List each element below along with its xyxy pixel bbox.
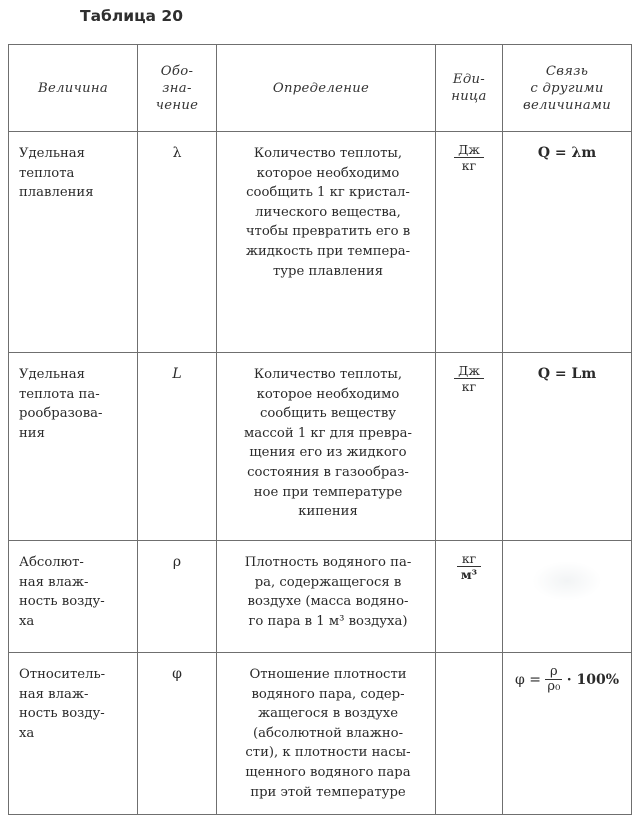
quantity-definition: Количество теплоты, которое необходимо сообщить веществу массой 1 кг для превра- щения его из жидкого состояния в газообраз- ное при температуре кипения [217, 353, 436, 541]
header-unit: Еди- ница [436, 45, 503, 132]
table-header-row [9, 45, 632, 132]
relation-formula: φ = $\frac{\rho}{\text{ρ₀}}$ · 100% [514, 664, 620, 694]
quantity-name: Удельная теплота па- рообразова- ния [9, 353, 138, 541]
quantity-unit [436, 132, 503, 353]
quantity-relation [503, 541, 632, 653]
quantity-symbol: ρ [138, 541, 217, 653]
quantity-unit [436, 541, 503, 653]
quantity-definition: Отношение плотности водяного пара, содер- жащегося в воздухе (абсолютной влажно- сти), к плотности насы- щенного водяного пара при этой температуре [217, 653, 436, 815]
quantity-unit [436, 353, 503, 541]
quantity-relation [503, 132, 632, 353]
quantity-name: Удельная теплота плавления [9, 132, 138, 353]
unit-fraction: $\frac{кг}{\text{м³}}$ [457, 551, 481, 582]
quantity-definition: Плотность водяного па- ра, содержащегося в воздухе (масса водяно- го пара в 1 м³ воздуха) [217, 541, 436, 653]
header-quantity: Величина [9, 45, 138, 132]
quantity-name: Абсолют- ная влаж- ность возду- ха [9, 541, 138, 653]
table-caption: Таблица 20 [80, 7, 183, 25]
quantities-table [8, 44, 632, 815]
blank-area [532, 561, 602, 601]
quantity-symbol: φ [138, 653, 217, 815]
table-row [9, 353, 632, 541]
header-definition: Определение [217, 45, 436, 132]
quantity-unit [436, 653, 503, 815]
quantity-symbol: L [138, 353, 217, 541]
unit-fraction: $\frac{Дж}{кг}$ [454, 142, 484, 173]
relation-fraction: $\frac{\rho}{\text{ρ₀}}$ [547, 664, 561, 694]
table-row [9, 132, 632, 353]
header-symbol: Обо- зна- чение [138, 45, 217, 132]
relation-formula: Q = Lm [537, 366, 597, 382]
quantity-definition: Количество теплоты, которое необходимо сообщить 1 кг кристал- лического вещества, чтобы превратить его в жидкость при темпера- туре плавления [217, 132, 436, 353]
header-relation: Связь с другими величинами [503, 45, 632, 132]
table-row [9, 653, 632, 815]
quantity-symbol: λ [138, 132, 217, 353]
relation-formula: Q = λm [537, 145, 597, 161]
quantity-relation [503, 353, 632, 541]
unit-fraction: $\frac{Дж}{кг}$ [454, 363, 484, 394]
quantity-relation [503, 653, 632, 815]
quantity-name: Относитель- ная влаж- ность возду- ха [9, 653, 138, 815]
table-row [9, 541, 632, 653]
